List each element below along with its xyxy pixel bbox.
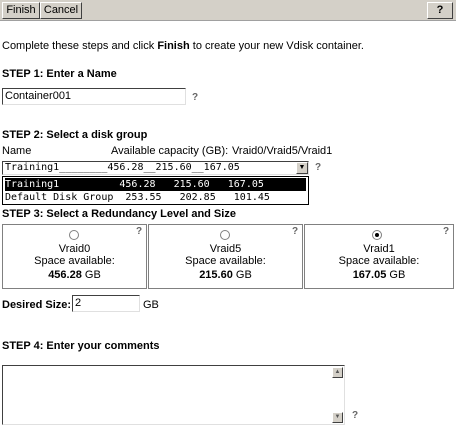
vraid5-space-value [149, 269, 302, 281]
dropdown-option[interactable]: Training1 456.28 215.60 167.05 [5, 178, 306, 191]
column-name-header: Name [2, 145, 32, 157]
step3-prefix: STEP 3: [2, 208, 44, 220]
scroll-up-icon[interactable]: ▲ [332, 367, 343, 378]
vraid0-space-value [3, 269, 146, 281]
vraid5-space-label: Space available: [185, 255, 266, 267]
help-icon[interactable]: ? [135, 226, 143, 237]
intro-text [2, 40, 364, 52]
help-icon[interactable]: ? [351, 410, 359, 421]
step2-title [2, 129, 147, 141]
vraid0-label: Vraid0 [58, 243, 91, 255]
name-input[interactable]: Container001 [2, 88, 186, 105]
vraid5-radio[interactable] [220, 230, 230, 240]
column-capacity-header: Available capacity (GB): [111, 145, 229, 157]
cancel-button[interactable]: Cancel [40, 2, 82, 19]
vraid1-space-value [305, 269, 453, 281]
step4-prefix: STEP 4: [2, 340, 44, 352]
desired-size-label: Desired Size: [2, 299, 72, 311]
vraid5-space-unit: GB [235, 269, 252, 281]
column-raid-header: Vraid0/Vraid5/Vraid1 [232, 145, 333, 157]
disk-group-select[interactable] [2, 161, 309, 175]
comments-textarea[interactable] [2, 365, 345, 425]
redundancy-option-vraid5[interactable] [148, 224, 303, 289]
vraid0-space-unit: GB [84, 269, 101, 281]
step1-prefix: STEP 1: [2, 68, 44, 80]
chevron-down-icon[interactable]: ▼ [296, 162, 308, 174]
vraid5-space-number: 215.60 [199, 269, 233, 281]
intro-before: Complete these steps and click [2, 40, 158, 52]
help-icon[interactable]: ? [314, 162, 322, 173]
help-icon[interactable]: ? [291, 226, 299, 237]
vraid1-label: Vraid1 [363, 243, 395, 255]
vraid0-space-number: 456.28 [48, 269, 82, 281]
scroll-down-icon[interactable]: ▼ [332, 412, 343, 423]
step2-label: Select a disk group [43, 129, 148, 141]
vraid0-radio[interactable] [69, 230, 79, 240]
step4-label: Enter your comments [43, 340, 160, 352]
disk-group-selected-value: Training1________456.28__215.60__167.05 [5, 162, 240, 173]
redundancy-option-vraid1[interactable] [304, 224, 454, 289]
vraid0-space-label: Space available: [34, 255, 115, 267]
step3-label: Select a Redundancy Level and Size [43, 208, 236, 220]
vraid1-space-unit: GB [389, 269, 406, 281]
desired-size-unit: GB [143, 299, 159, 311]
step4-title [2, 340, 160, 352]
desired-size-input[interactable]: 2 [72, 295, 140, 312]
step1-label: Enter a Name [43, 68, 117, 80]
step2-prefix: STEP 2: [2, 129, 44, 141]
step3-title [2, 208, 236, 220]
intro-bold: Finish [157, 40, 190, 52]
vraid1-radio[interactable] [372, 230, 382, 240]
step1-title [2, 68, 117, 80]
disk-group-dropdown-list [2, 176, 309, 205]
vraid1-space-number: 167.05 [352, 269, 387, 281]
help-icon[interactable]: ? [442, 226, 450, 237]
toolbar [0, 0, 456, 21]
help-icon[interactable]: ? [191, 92, 199, 103]
dropdown-option[interactable]: Default Disk Group 253.55 202.85 101.45 [5, 192, 270, 203]
redundancy-option-vraid0[interactable] [2, 224, 147, 289]
help-button[interactable]: ? [427, 2, 453, 19]
vraid5-label: Vraid5 [209, 243, 242, 255]
vraid1-space-label: Space available: [338, 255, 420, 267]
intro-after: to create your new Vdisk container. [189, 40, 364, 52]
finish-button[interactable]: Finish [2, 2, 40, 19]
